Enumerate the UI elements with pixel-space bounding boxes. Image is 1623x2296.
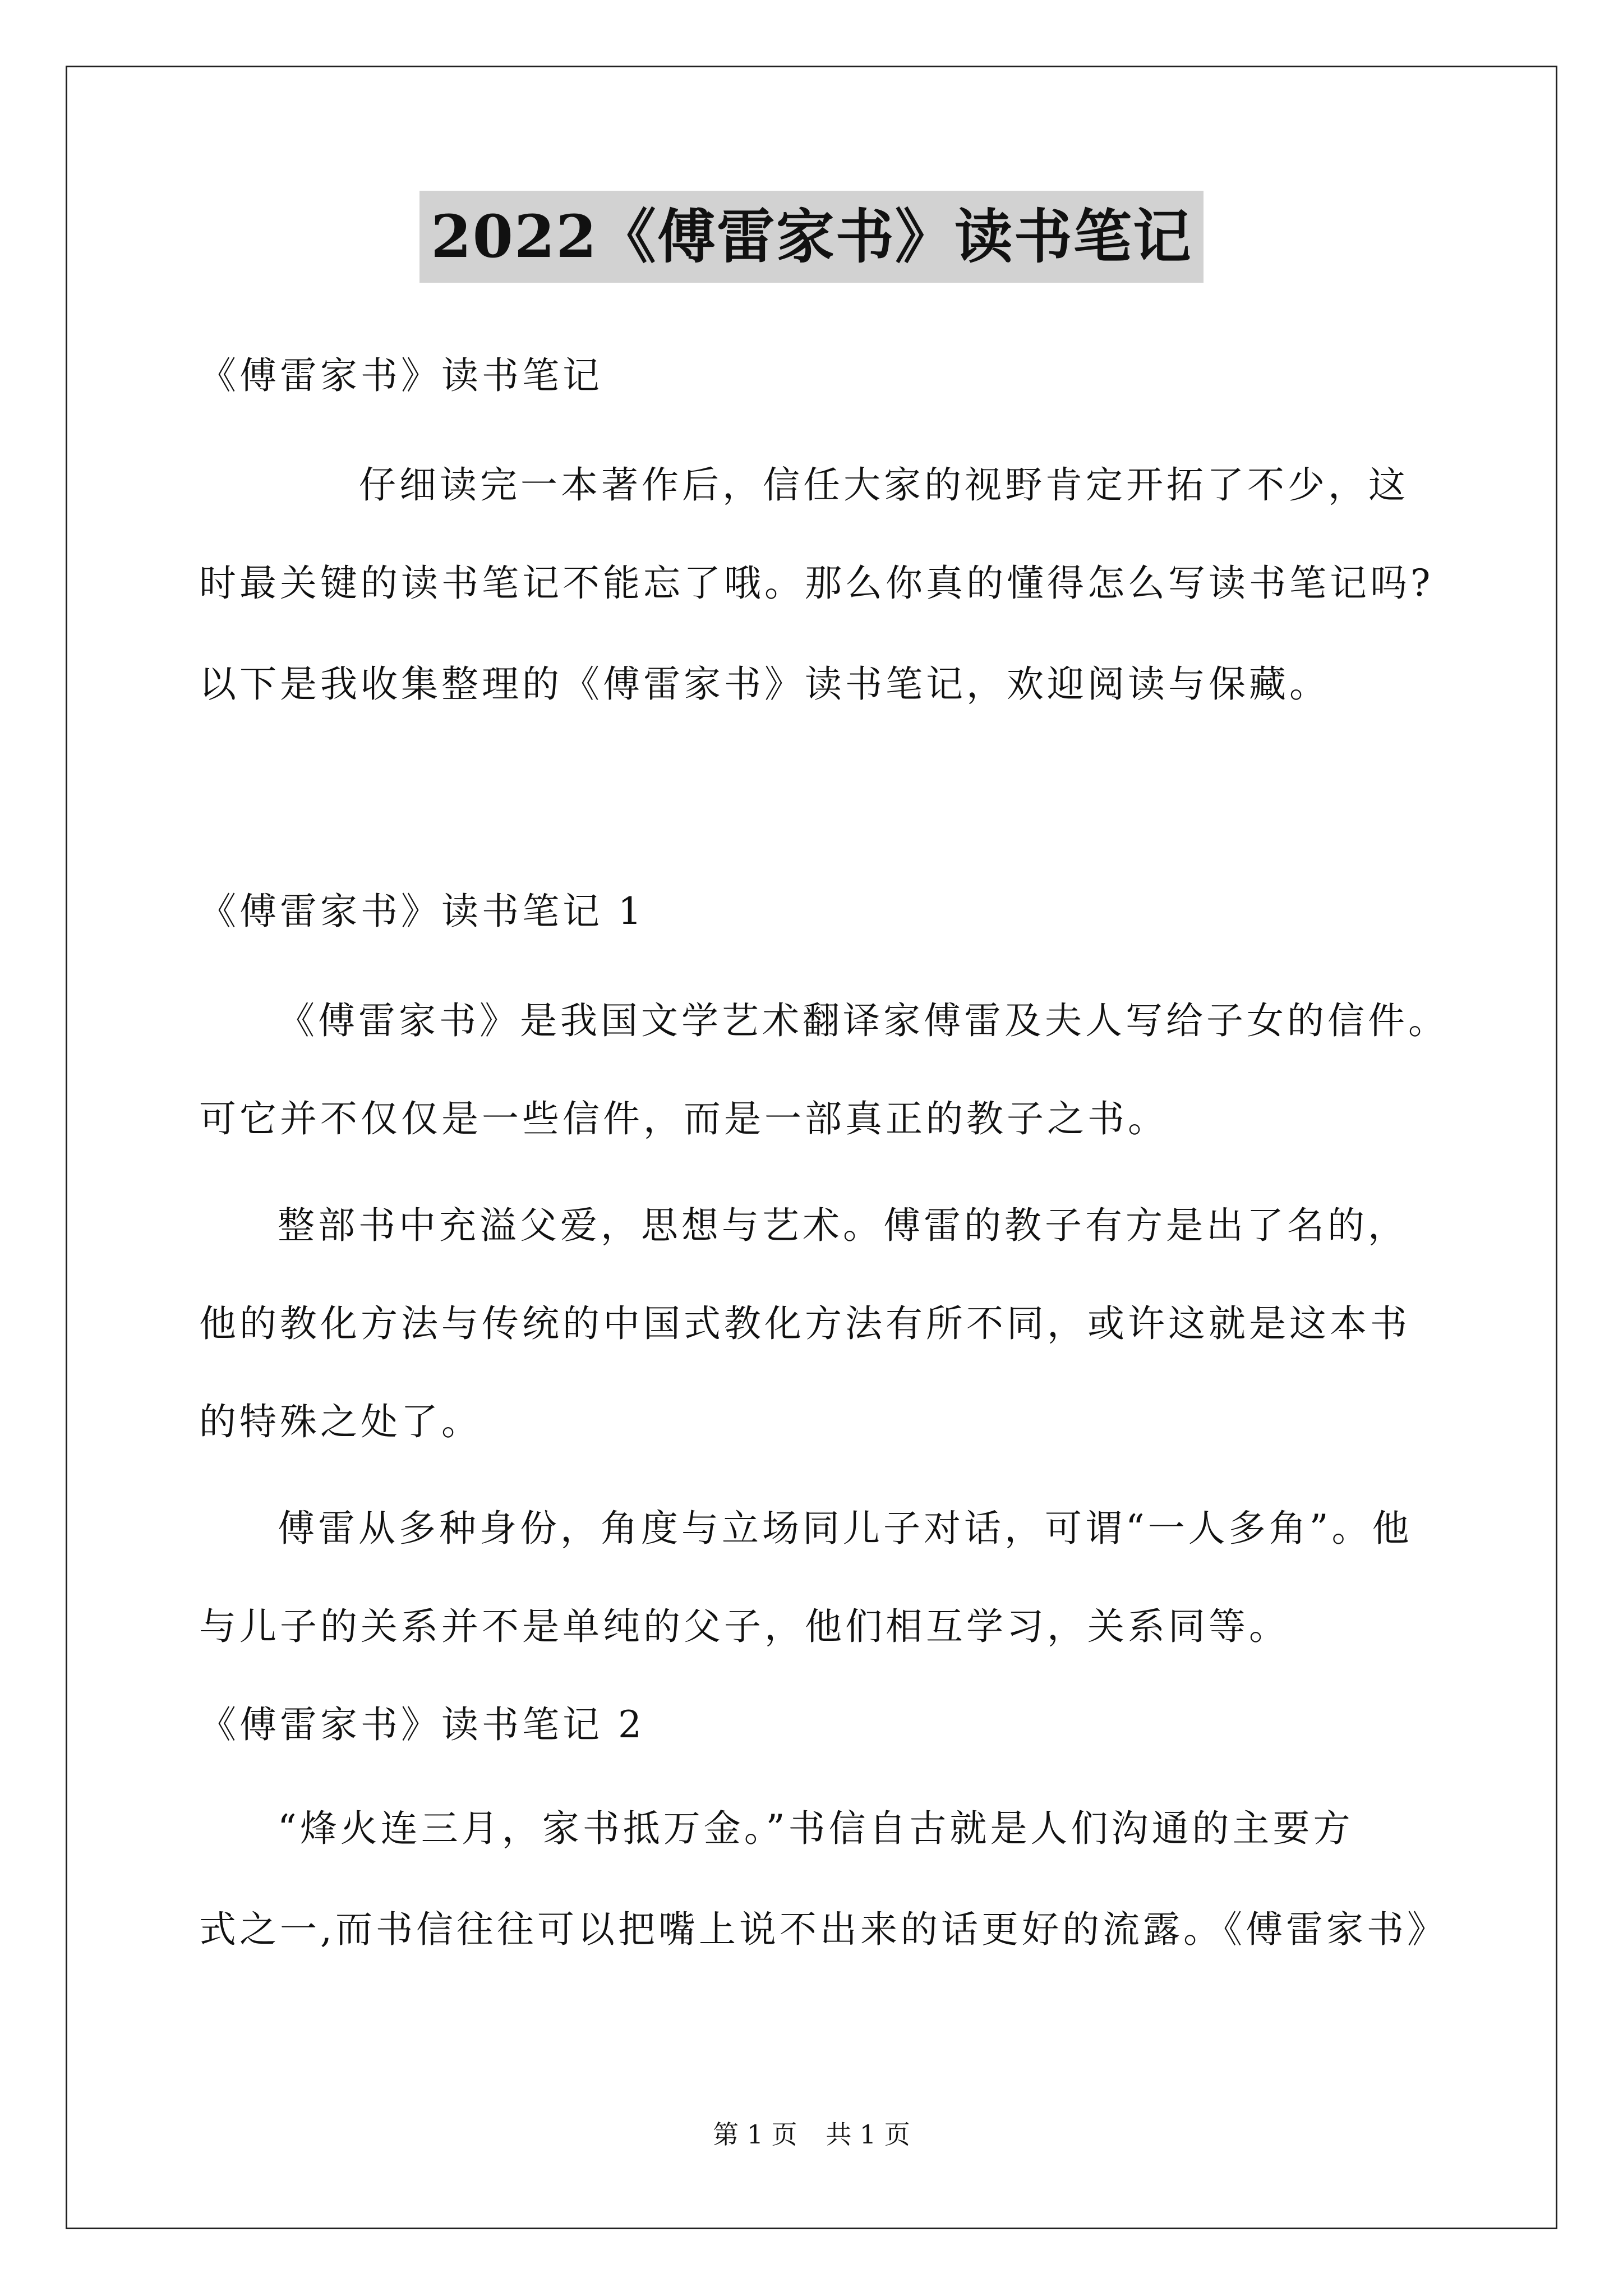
paragraph-line: “烽火连三月，家书抵万金。”书信自古就是人们沟通的主要方 <box>278 1807 1354 1850</box>
page-number: 第 1 页 <box>713 2119 797 2150</box>
title-container <box>0 191 1623 283</box>
paragraph-line: 《傅雷家书》是我国文学艺术翻译家傅雷及夫人写给子女的信件。 <box>278 999 1449 1042</box>
section-heading-2: 《傅雷家书》读书笔记 2 <box>199 1703 645 1746</box>
page-total: 共 1 页 <box>826 2119 910 2150</box>
paragraph-line: 整部书中充溢父爱，思想与艺术。傅雷的教子有方是出了名的， <box>278 1204 1408 1247</box>
paragraph-line: 仔细读完一本著作后，信任大家的视野肯定开拓了不少，这 <box>359 463 1409 507</box>
page-footer <box>0 2118 1623 2151</box>
section-heading-1: 《傅雷家书》读书笔记 1 <box>199 890 645 933</box>
paragraph-line: 式之一,而书信往往可以把嘴上说不出来的话更好的流露。《傅雷家书》 <box>199 1908 1447 1951</box>
document-title: 2022《傅雷家书》读书笔记 <box>419 191 1203 283</box>
paragraph-line: 傅雷从多种身份，角度与立场同儿子对话，可谓“一人多角”。他 <box>278 1507 1413 1550</box>
subtitle-line: 《傅雷家书》读书笔记 <box>199 354 603 397</box>
paragraph-line: 他的教化方法与传统的中国式教化方法有所不同，或许这就是这本书 <box>199 1302 1410 1345</box>
paragraph-line: 的特殊之处了。 <box>199 1400 482 1443</box>
paragraph-line: 与儿子的关系并不是单纯的父子，他们相互学习，关系同等。 <box>199 1605 1289 1648</box>
paragraph-line: 时最关键的读书笔记不能忘了哦。那么你真的懂得怎么写读书笔记吗? <box>199 562 1434 605</box>
paragraph-line: 可它并不仅仅是一些信件，而是一部真正的教子之书。 <box>199 1097 1168 1140</box>
paragraph-line: 以下是我收集整理的《傅雷家书》读书笔记，欢迎阅读与保藏。 <box>199 662 1330 706</box>
